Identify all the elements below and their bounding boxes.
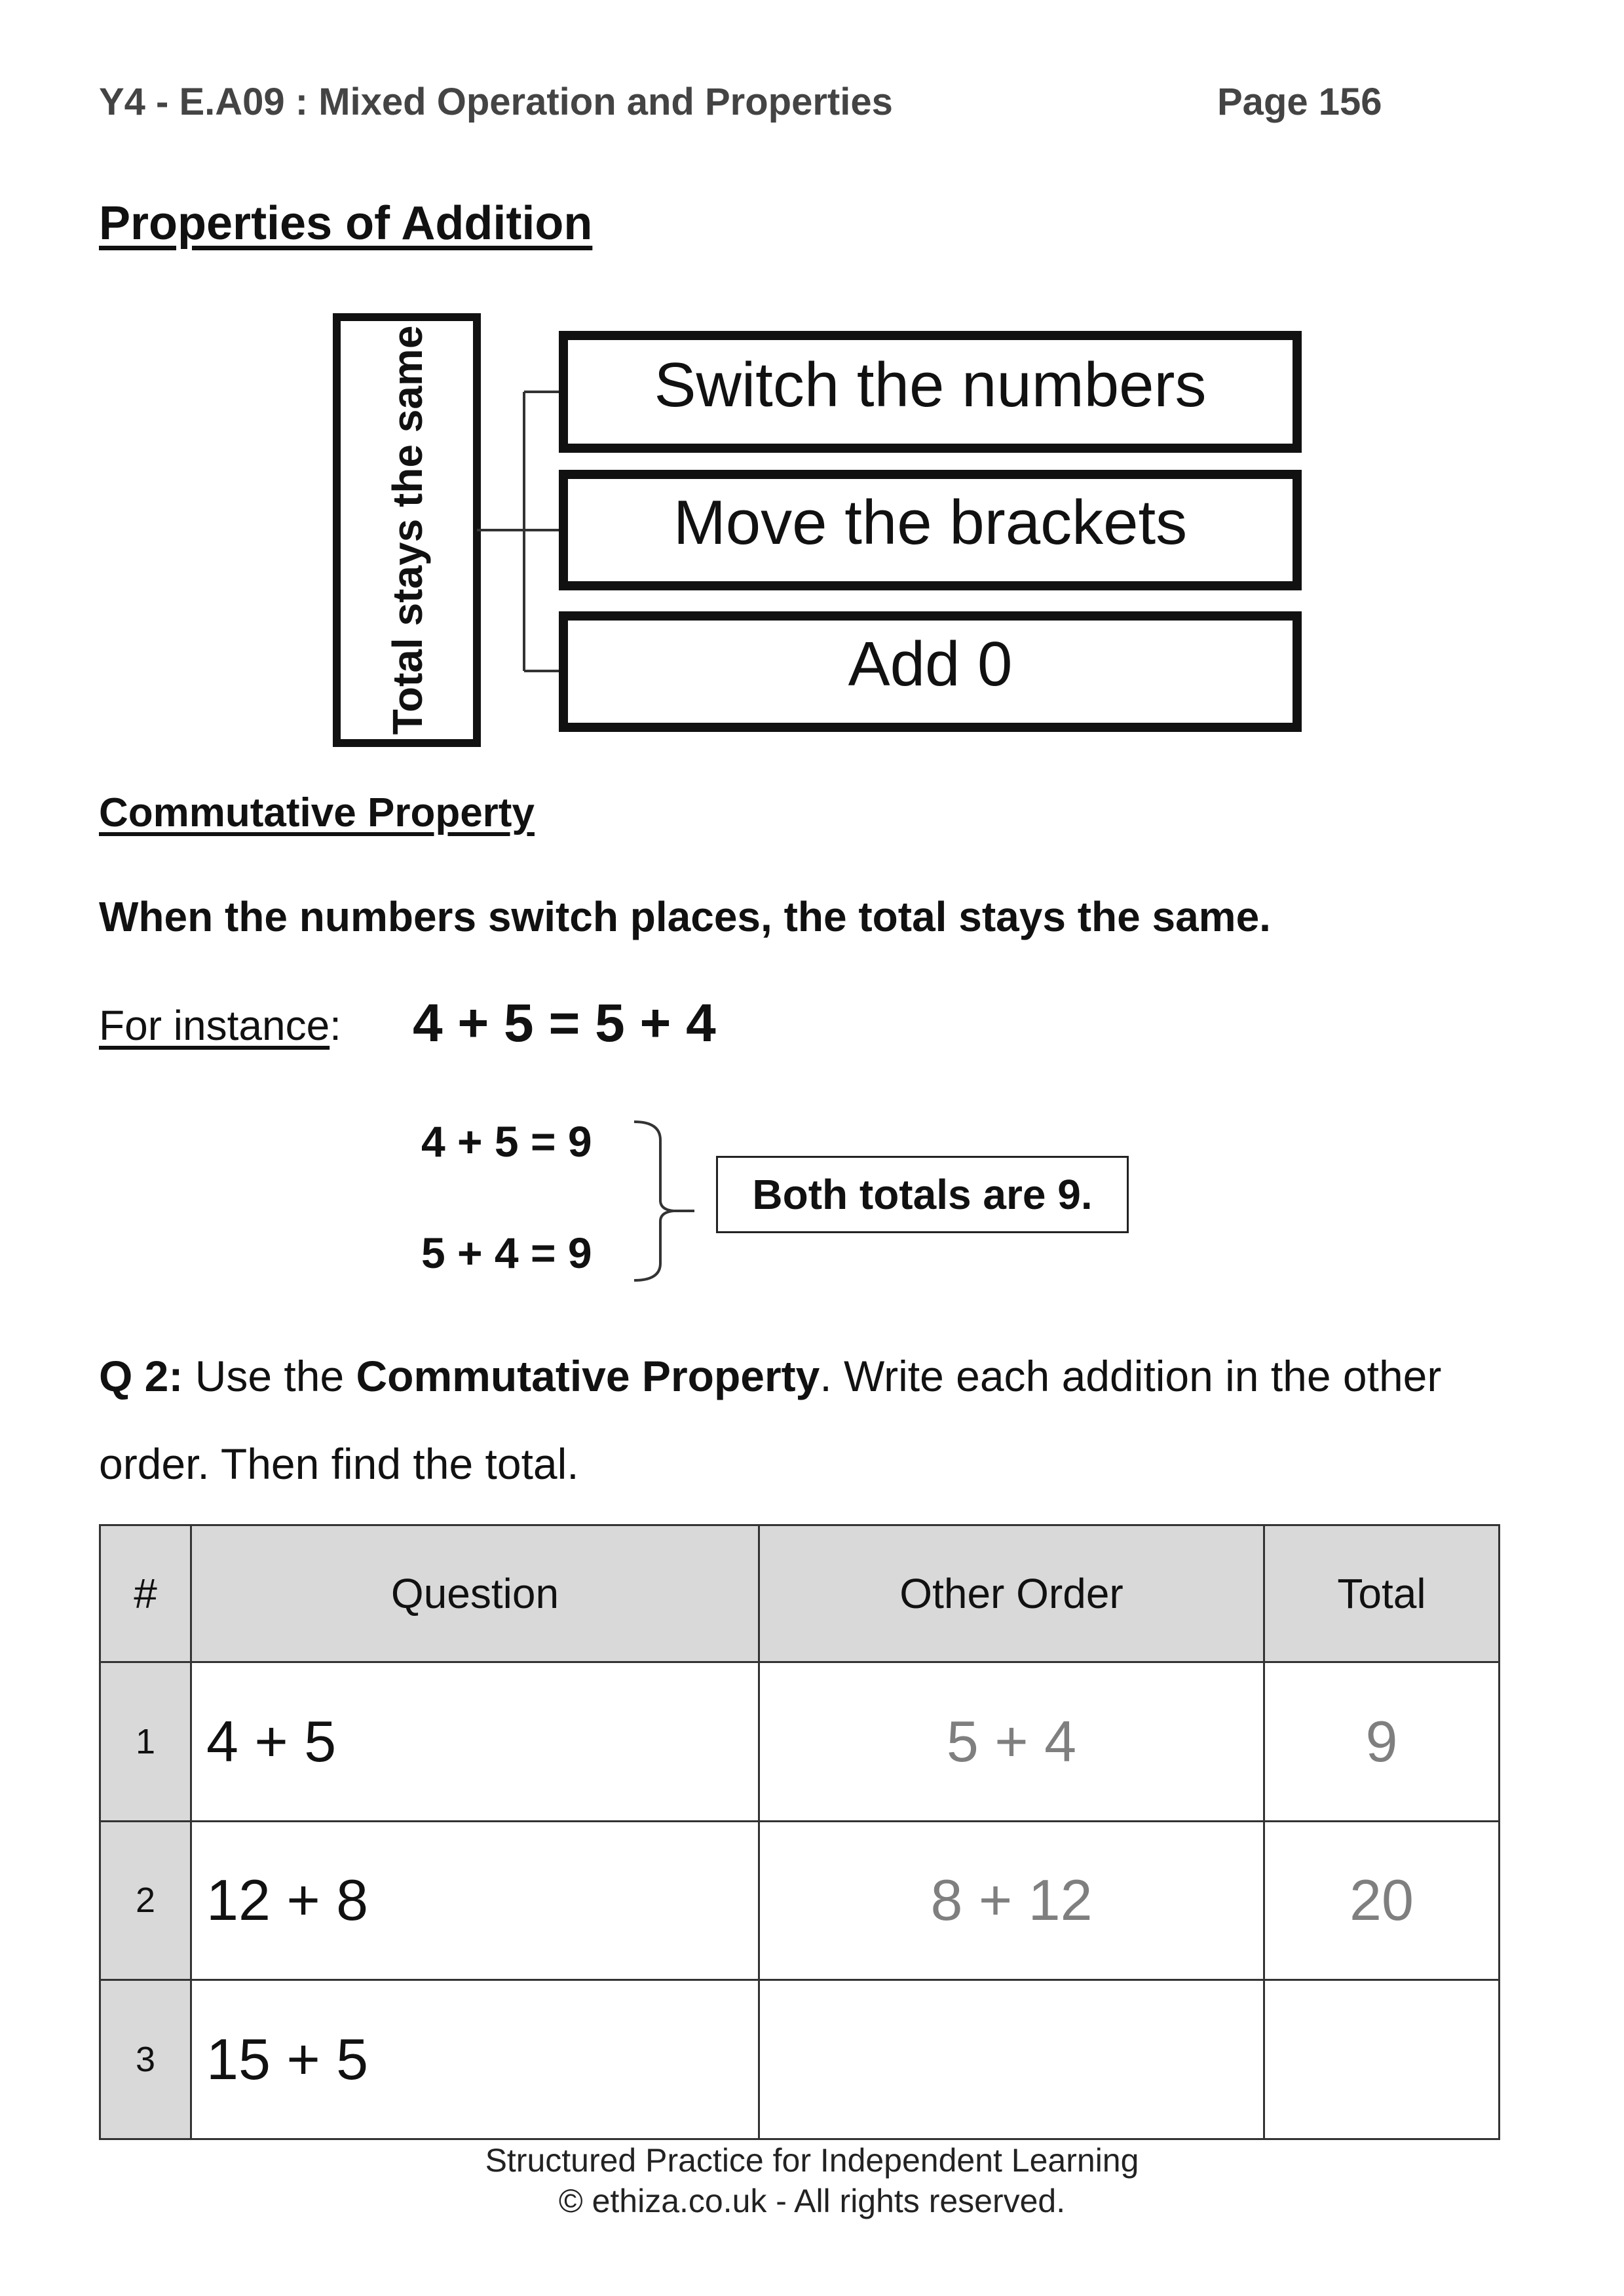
footer-copyright: © ethiza.co.uk - All rights reserved. [558, 2183, 1066, 2219]
page-number: Page 156 [1217, 81, 1382, 123]
instance-label-text: For instance [99, 1002, 330, 1049]
curly-brace [629, 1114, 701, 1284]
row-total[interactable]: 9 [1264, 1662, 1500, 1822]
connector-lines [477, 392, 563, 671]
instance-equation: 4 + 5 = 5 + 4 [413, 993, 716, 1053]
row-question: 15 + 5 [191, 1980, 759, 2139]
section-title: Commutative Property [99, 790, 535, 835]
col-header-other-order: Other Order [759, 1525, 1264, 1662]
row-question: 12 + 8 [191, 1821, 759, 1980]
row-number: 3 [100, 1980, 191, 2139]
property-statement: When the numbers switch places, the total stays the same. [99, 893, 1271, 940]
vertical-label: Total stays the same [384, 325, 431, 735]
question-line-2: order. Then find the total. [99, 1440, 579, 1488]
question-number: Q 2: [99, 1352, 183, 1400]
question-text-1: Use the [195, 1352, 345, 1400]
row-other-order[interactable]: 5 + 4 [759, 1662, 1264, 1822]
row-other-order[interactable]: 8 + 12 [759, 1821, 1264, 1980]
footer-tagline: Structured Practice for Independent Learning [485, 2142, 1139, 2179]
box-move-brackets-label: Move the brackets [673, 488, 1188, 558]
col-header-question: Question [191, 1525, 759, 1662]
col-header-total: Total [1264, 1525, 1500, 1662]
answer-table [99, 1524, 1500, 2140]
table-row [100, 1662, 1500, 1822]
row-other-order[interactable] [759, 1980, 1264, 2139]
question-bold-phrase: Commutative Property [356, 1352, 820, 1400]
box-switch-numbers-label: Switch the numbers [654, 350, 1207, 420]
table-row [100, 1821, 1500, 1980]
row-question: 4 + 5 [191, 1662, 759, 1822]
example-equation-2: 5 + 4 = 9 [421, 1229, 592, 1277]
col-header-number: # [100, 1525, 191, 1662]
instance-colon: : [330, 1002, 341, 1049]
question-line-1 [99, 1351, 1441, 1401]
table-row [100, 1980, 1500, 2139]
row-number: 2 [100, 1821, 191, 1980]
row-total[interactable]: 20 [1264, 1821, 1500, 1980]
table-header-row [100, 1525, 1500, 1662]
worksheet-code: Y4 - E.A09 : Mixed Operation and Properties [99, 81, 893, 123]
row-total[interactable] [1264, 1980, 1500, 2139]
question-text-2: . Write each addition in the other [820, 1352, 1442, 1400]
example-equation-1: 4 + 5 = 9 [421, 1117, 592, 1166]
instance-label [99, 1001, 341, 1050]
page-title: Properties of Addition [99, 197, 593, 250]
row-number: 1 [100, 1662, 191, 1822]
properties-diagram [0, 0, 1624, 760]
box-add-zero-label: Add 0 [848, 629, 1013, 699]
both-totals-note: Both totals are 9. [716, 1156, 1129, 1233]
